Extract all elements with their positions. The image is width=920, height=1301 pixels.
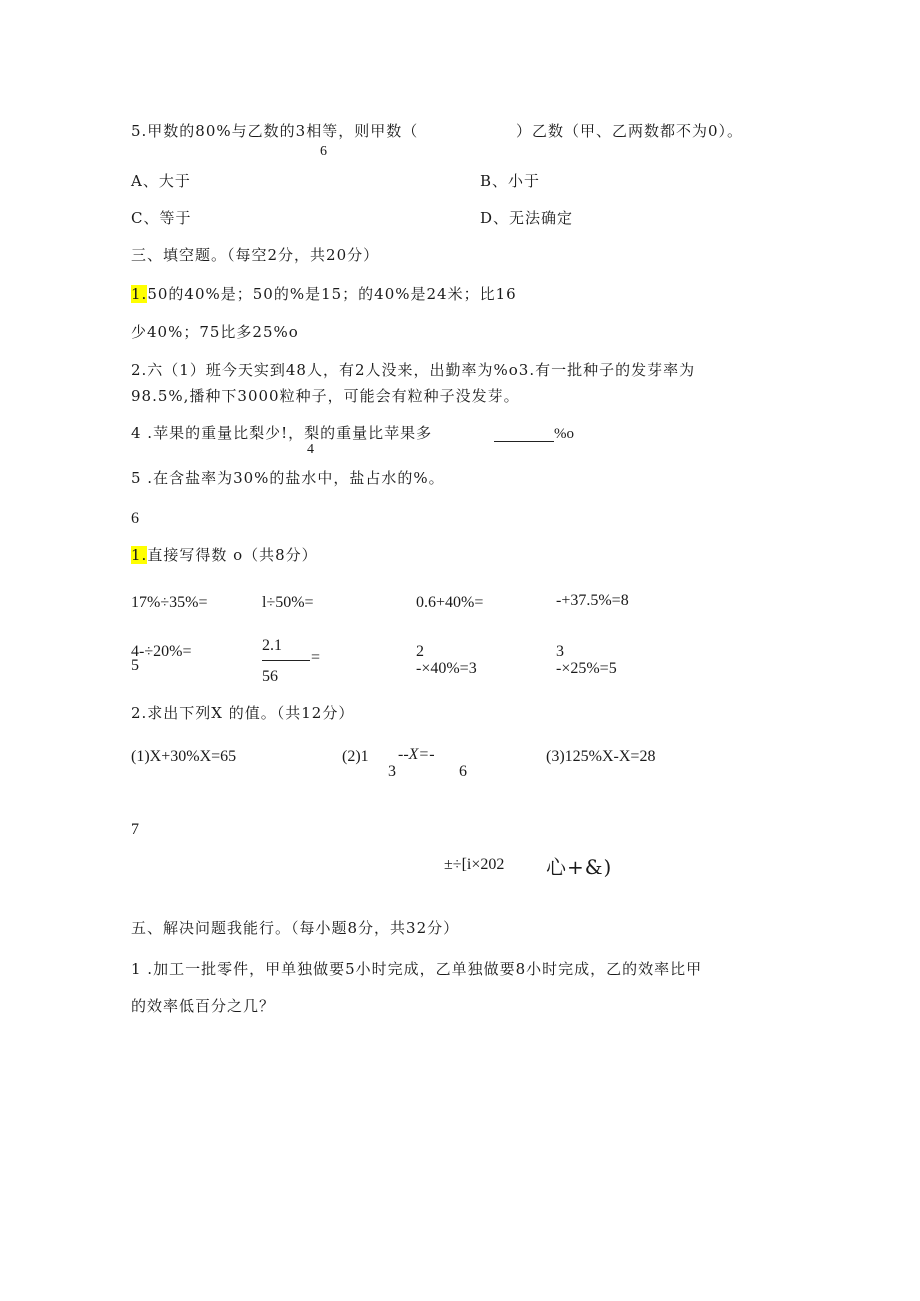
fill-item-4-blank bbox=[494, 441, 554, 442]
calc-r2c3: -×40%=3 bbox=[416, 660, 477, 677]
calc-r2c3-top: 2 bbox=[416, 643, 424, 660]
section3-title: 三、填空题。（每空2分，共20分） bbox=[131, 246, 380, 264]
section5-title: 五、解决问题我能行。（每小题8分，共32分） bbox=[131, 919, 460, 937]
q5-option-a: A、大于 bbox=[131, 172, 191, 190]
calc-r1c3: 0.6+40%= bbox=[416, 594, 484, 611]
calc-r2c2-fraction-bar bbox=[262, 660, 310, 661]
q5-option-b: B、小于 bbox=[480, 172, 541, 190]
stray-number-6: 6 bbox=[131, 510, 139, 527]
fill-item-2-line-2: 98.5%,播种下3000粒种子，可能会有粒种子没发芽。 bbox=[131, 387, 520, 405]
q5-option-d: D、无法确定 bbox=[480, 209, 574, 227]
problem-1-line-2: 的效率低百分之几？ bbox=[131, 997, 276, 1015]
fill-item-5: 5 .在含盐率为30%的盐水中，盐占水的%。 bbox=[131, 469, 445, 487]
q5-text-start: 5.甲数的80%与乙数的3相等，则甲数（ bbox=[131, 122, 419, 140]
fill-item-2-line-1: 2.六（1）班今天实到48人，有2人没来，出勤率为%o3.有一批种子的发芽率为 bbox=[131, 361, 696, 379]
fill-item-1-number: 1. bbox=[131, 285, 148, 303]
calc-r2c1: 4-÷20%= bbox=[131, 643, 192, 660]
fill-item-1-line-2: 少40%；75比多25%o bbox=[131, 323, 299, 341]
equation-2-denominator-right: 6 bbox=[459, 763, 467, 780]
calc-r2c2-equals: = bbox=[311, 649, 321, 666]
calc-section-text: 直接写得数 o（共8分） bbox=[147, 546, 318, 564]
q5-option-c: C、等于 bbox=[131, 209, 192, 227]
q5-fraction-denominator: 6 bbox=[320, 144, 327, 159]
equation-2-denominator-left: 3 bbox=[388, 763, 396, 780]
calc-r2c4: -×25%=5 bbox=[556, 660, 617, 677]
equation-1: (1)X+30%X=65 bbox=[131, 748, 237, 765]
equation-3: (3)125%X-X=28 bbox=[546, 748, 656, 765]
calc-r2c2-denominator: 56 bbox=[262, 668, 278, 685]
calc-r1c4: -+37.5%=8 bbox=[556, 592, 629, 609]
q5-text-end: ）乙数（甲、乙两数都不为0）。 bbox=[516, 122, 744, 140]
garbled-expression-right: 心+&) bbox=[546, 855, 613, 879]
calc-r2c4-top: 3 bbox=[556, 643, 564, 660]
fill-item-4: 4 .苹果的重量比梨少!，梨的重量比苹果多 bbox=[131, 424, 433, 442]
fill-item-1-text: 50的40%是；50的%是15；的40%是24米；比16 bbox=[147, 285, 517, 303]
solve-x-title: 2.求出下列X 的值。（共12分） bbox=[131, 704, 355, 722]
calc-r1c2: l÷50%= bbox=[262, 594, 314, 611]
calc-section-title bbox=[131, 546, 318, 564]
fill-item-1-line-1 bbox=[131, 285, 517, 303]
garbled-expression-left: ±÷[i×202 bbox=[444, 856, 505, 873]
equation-2-top: --X=- bbox=[398, 746, 435, 763]
equation-2-label: (2)1 bbox=[342, 748, 369, 765]
stray-number-7: 7 bbox=[131, 821, 139, 838]
calc-r2c2-numerator: 2.1 bbox=[262, 637, 282, 654]
calc-section-number: 1. bbox=[131, 546, 148, 564]
calc-r1c1: 17%÷35%= bbox=[131, 594, 208, 611]
calc-r2c1-denominator: 5 bbox=[131, 657, 139, 674]
fill-item-4-suffix: %o bbox=[554, 426, 574, 442]
problem-1-line-1: 1 .加工一批零件，甲单独做要5小时完成，乙单独做要8小时完成，乙的效率比甲 bbox=[131, 960, 703, 978]
fill-item-4-denominator: 4 bbox=[307, 442, 314, 457]
